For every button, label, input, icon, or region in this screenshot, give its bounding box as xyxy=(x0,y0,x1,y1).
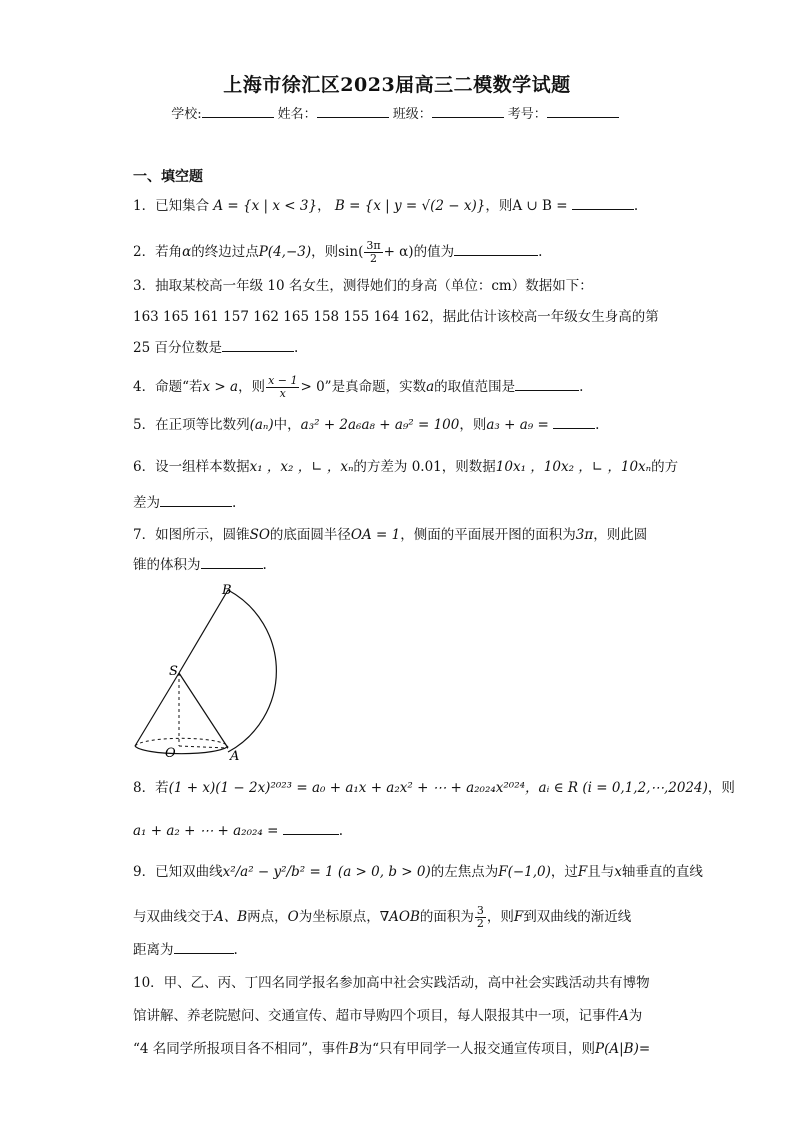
q1-end: . xyxy=(633,198,639,214)
arc-ba xyxy=(228,590,276,752)
question-9 xyxy=(133,863,703,881)
page-title: 上海市徐汇区2023届高三二模数学试题 xyxy=(223,74,571,96)
q9-line2a: 与双曲线交于 xyxy=(133,909,214,925)
q2-post: + α)的值为 xyxy=(383,244,455,260)
section-heading: 一、填空题 xyxy=(133,169,203,185)
q5-eq: a₃² + 2a₆a₈ + a₉² = 100 xyxy=(300,417,460,433)
q3-text: 25 百分位数是 xyxy=(133,340,222,356)
q9-post2: 且与 xyxy=(587,864,615,880)
q6-mid: 的方差为 0.01，则数据 xyxy=(353,459,496,475)
q9-post: ，过 xyxy=(550,864,578,880)
question-10-line2 xyxy=(133,1007,642,1025)
q4-answer-blank[interactable] xyxy=(515,378,579,391)
label-o: O xyxy=(165,746,176,761)
q7-text-c: ，侧面的平面展开图的面积为 xyxy=(400,527,576,543)
q8-line2: a₁ + a₂ + ⋯ + a₂₀₂₄ = xyxy=(133,823,279,839)
class-field[interactable] xyxy=(432,105,504,118)
q4-post: > 0”是真命题，实数 xyxy=(300,379,427,395)
question-7 xyxy=(133,526,647,544)
q1-text: 1．已知集合 xyxy=(133,198,210,214)
student-info-line xyxy=(0,103,794,122)
q9-frac-den: 2 xyxy=(476,917,484,930)
q10-line3a: “4 名同学所报项目各不相同”，事件 xyxy=(133,1041,349,1057)
q5-post: ，则 xyxy=(459,417,487,433)
base-front xyxy=(135,746,228,754)
q9-line3: 距离为 xyxy=(133,942,174,958)
question-7-line2 xyxy=(133,556,267,574)
line-sb xyxy=(179,590,228,673)
q9-answer-blank[interactable] xyxy=(174,941,234,954)
cone-left-side xyxy=(135,673,179,746)
q2-fraction xyxy=(364,240,382,265)
q2-sin: ，则sin( xyxy=(311,244,364,260)
q9-ab: A、B xyxy=(214,909,248,925)
question-6 xyxy=(133,458,678,476)
q10-line3b: 为“只有甲同学一人报交通宣传项目，则 xyxy=(358,1041,596,1057)
q5-answer-blank[interactable] xyxy=(553,416,595,429)
question-3-line2: 163 165 161 157 162 165 158 155 164 162，据此估计该校高一年级女生身高的第 xyxy=(133,309,659,325)
name-field[interactable] xyxy=(317,105,389,118)
question-10-line3 xyxy=(133,1040,650,1058)
label-a: A xyxy=(230,749,240,764)
q6-post: 的方 xyxy=(651,459,679,475)
q1-text-post: ，则A ∪ B = xyxy=(485,198,568,214)
q9-f: F xyxy=(577,864,588,880)
school-label: 学校: xyxy=(171,107,202,122)
q9-post3: 轴垂直的直线 xyxy=(621,864,703,880)
q9-x: x xyxy=(614,864,622,880)
q7-text-d: ，则此圆 xyxy=(593,527,648,543)
q9-line2b: 两点， xyxy=(247,909,288,925)
q7-so: SO xyxy=(249,527,270,543)
q8-expr: (1 + x)(1 − 2x)²⁰²³ = a₀ + a₁x + a₂x² + ⋯ + a₂₀₂₄x²⁰²⁴ xyxy=(168,780,526,796)
q7-area: 3π xyxy=(575,527,594,543)
cone-right-side xyxy=(179,673,228,748)
q6-line2: 差为 xyxy=(133,495,160,511)
q9-line2e: ，则 xyxy=(486,909,514,925)
number-field[interactable] xyxy=(547,105,619,118)
q6-end: . xyxy=(232,495,237,511)
q10-a: A xyxy=(619,1008,629,1024)
q5-sum: a₃ + a₉ = xyxy=(486,417,549,433)
q7-oa: OA = 1 xyxy=(350,527,401,543)
q6-data2: 10x₁ ，10x₂ ，∟ ，10xₙ xyxy=(495,459,652,475)
q7-end: . xyxy=(262,557,267,573)
q5-text: 5．在正项等比数列 xyxy=(133,417,250,433)
q9-line2c: 为坐标原点， xyxy=(298,909,380,925)
q2-frac-den: 2 xyxy=(369,252,377,265)
question-3-line3 xyxy=(133,339,298,357)
q4-frac-num: x − 1 xyxy=(268,374,298,387)
q7-text-b: 的底面圆半径 xyxy=(269,527,351,543)
q7-text-a: 7．如图所示，圆锥 xyxy=(133,527,250,543)
q2-mid: 的终边过点 xyxy=(191,244,259,260)
q8-cond: ，aᵢ ∈ R (i = 0,1,2,⋯,2024) xyxy=(525,780,708,796)
q10-line2a: 馆讲解、养老院慰问、交通宣传、超市导购四个项目，每人限报其中一项，记事件 xyxy=(133,1008,619,1024)
q7-line2: 锥的体积为 xyxy=(133,557,201,573)
q3-end: . xyxy=(293,340,299,356)
q10-line2b: 为 xyxy=(628,1008,643,1024)
question-2 xyxy=(133,240,542,265)
q9-o: O xyxy=(287,909,299,925)
q8-post: ，则 xyxy=(707,780,735,796)
q4-frac-den: x xyxy=(279,387,286,400)
q9-f2: F xyxy=(513,909,524,925)
q2-frac-num: 3π xyxy=(366,239,381,252)
q9-eq: x²/a² − y²/b² = 1 (a > 0, b > 0) xyxy=(222,864,431,880)
q2-answer-blank[interactable] xyxy=(454,243,538,256)
q2-point: P(4,−3) xyxy=(258,244,312,260)
radius-oa xyxy=(179,746,228,748)
q4-var-a: a xyxy=(426,379,435,395)
q4-text: 4．命题“若 xyxy=(133,379,203,395)
question-4 xyxy=(133,375,583,400)
question-8 xyxy=(133,779,735,797)
q1-answer-blank[interactable] xyxy=(572,197,634,210)
number-label: 考号： xyxy=(507,107,547,122)
question-9-line3 xyxy=(133,941,238,959)
cone-figure xyxy=(130,580,290,765)
q9-tri: ∇AOB xyxy=(379,909,420,925)
q5-seq: (aₙ) xyxy=(249,417,274,433)
q6-answer-blank[interactable] xyxy=(160,494,232,507)
label-s: S xyxy=(169,664,178,679)
question-6-line2 xyxy=(133,494,236,512)
q9-line2f: 到双曲线的渐近线 xyxy=(523,909,632,925)
q4-cond: x > a xyxy=(202,379,239,395)
q2-alpha: α xyxy=(182,244,192,260)
question-8-line2 xyxy=(133,822,343,840)
q6-text: 6．设一组样本数据 xyxy=(133,459,250,475)
q1-set-a: A = {x | x < 3} xyxy=(213,198,318,214)
q4-fraction xyxy=(266,375,299,400)
q10-b: B xyxy=(348,1041,359,1057)
q8-answer-blank[interactable] xyxy=(283,822,339,835)
name-label: 姓名： xyxy=(277,107,317,122)
q9-fraction xyxy=(475,905,486,930)
q6-data1: x₁ ，x₂ ，∟ ，xₙ xyxy=(249,459,354,475)
class-label: 班级： xyxy=(392,107,432,122)
base-back xyxy=(135,738,228,746)
question-10-line1: 10．甲、乙、丙、丁四名同学报名参加高中社会实践活动，高中社会实践活动共有博物 xyxy=(133,975,650,991)
label-b: B xyxy=(222,583,232,598)
q3-answer-blank[interactable] xyxy=(222,339,294,352)
q9-text: 9．已知双曲线 xyxy=(133,864,223,880)
q9-mid: 的左焦点为 xyxy=(430,864,499,880)
question-5 xyxy=(133,416,599,434)
q5-mid: 中， xyxy=(273,417,301,433)
q7-answer-blank[interactable] xyxy=(201,556,263,569)
q1-set-b: B = {x | y = √(2 − x)} xyxy=(334,198,486,214)
q9-focus: F(−1,0) xyxy=(498,864,551,880)
q10-prob: P(A|B)= xyxy=(595,1041,651,1057)
q9-end: . xyxy=(233,942,238,958)
q8-end: . xyxy=(338,823,343,839)
question-3-line1: 3．抽取某校高一年级 10 名女生，测得她们的身高（单位：cm）数据如下： xyxy=(133,278,593,294)
question-9-line2 xyxy=(133,905,631,930)
q2-text: 2．若角 xyxy=(133,244,183,260)
q4-post2: 的取值范围是 xyxy=(434,379,516,395)
q4-end: . xyxy=(579,379,584,395)
q5-end: . xyxy=(595,417,600,433)
q8-text: 8．若 xyxy=(133,780,169,796)
q4-mid: ，则 xyxy=(238,379,266,395)
school-field[interactable] xyxy=(202,105,274,118)
q2-end: . xyxy=(538,244,543,260)
q9-frac-num: 3 xyxy=(476,904,484,917)
q9-line2d: 的面积为 xyxy=(419,909,474,925)
question-1: 1．已知集合 A = {x | x < 3}， B = {x | y = √(2 − x)}，则A ∪ B = . xyxy=(133,198,639,214)
